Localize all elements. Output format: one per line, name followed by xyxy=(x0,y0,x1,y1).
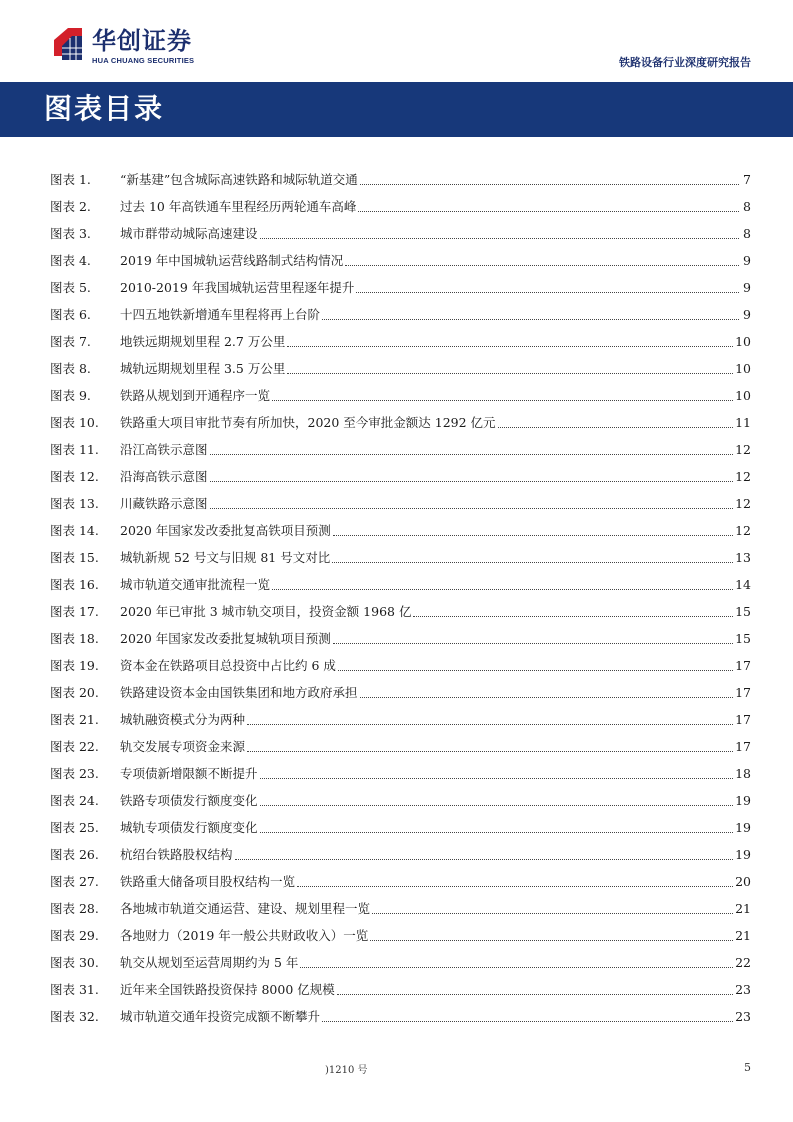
toc-entry[interactable] xyxy=(50,868,751,895)
toc-entry-page: 17 xyxy=(735,739,751,754)
toc-entry[interactable] xyxy=(50,220,751,247)
toc-entry[interactable] xyxy=(50,490,751,517)
toc-entry-page: 20 xyxy=(735,874,751,889)
toc-entry-page: 9 xyxy=(743,307,751,322)
toc-dot-leader xyxy=(260,832,734,833)
table-of-figures xyxy=(50,166,751,1030)
toc-entry-title: 杭绍台铁路股权结构 xyxy=(120,847,233,862)
toc-dot-leader xyxy=(345,265,739,266)
toc-entry[interactable] xyxy=(50,652,751,679)
logo-chinese-name: 华创证券 xyxy=(92,27,192,55)
toc-entry-page: 8 xyxy=(743,226,751,241)
toc-entry-number: 图表 31. xyxy=(50,982,99,997)
toc-entry-page: 10 xyxy=(735,334,751,349)
toc-entry-title: “新基建”包含城际高速铁路和城际轨道交通 xyxy=(120,172,358,187)
toc-entry-page: 12 xyxy=(735,523,751,538)
toc-entry-number: 图表 2. xyxy=(50,199,91,214)
toc-entry-number: 图表 30. xyxy=(50,955,99,970)
toc-dot-leader xyxy=(413,616,733,617)
toc-entry-page: 21 xyxy=(735,901,751,916)
toc-entry[interactable] xyxy=(50,274,751,301)
toc-entry-page: 10 xyxy=(735,361,751,376)
toc-entry-page: 17 xyxy=(735,685,751,700)
toc-entry[interactable] xyxy=(50,733,751,760)
toc-entry-title: 城市轨道交通年投资完成额不断攀升 xyxy=(120,1009,321,1024)
toc-entry-title: 铁路重大项目审批节奏有所加快，2020 至今审批金额达 1292 亿元 xyxy=(120,415,496,430)
toc-entry-title: 城轨专项债发行额度变化 xyxy=(120,820,258,835)
toc-entry-page: 13 xyxy=(735,550,751,565)
toc-entry[interactable] xyxy=(50,382,751,409)
toc-dot-leader xyxy=(338,670,733,671)
toc-entry[interactable] xyxy=(50,787,751,814)
toc-entry-title: 城轨融资模式分为两种 xyxy=(120,712,246,727)
toc-entry-title: 十四五地铁新增通车里程将再上台阶 xyxy=(120,307,321,322)
toc-entry-page: 18 xyxy=(735,766,751,781)
toc-entry-page: 17 xyxy=(735,658,751,673)
toc-entry[interactable] xyxy=(50,328,751,355)
toc-entry-title: 资本金在铁路项目总投资中占比约 6 成 xyxy=(120,658,336,673)
toc-entry-page: 23 xyxy=(735,1009,751,1024)
toc-entry-page: 19 xyxy=(735,793,751,808)
toc-entry-page: 12 xyxy=(735,469,751,484)
toc-entry-page: 12 xyxy=(735,442,751,457)
toc-entry-title: 铁路建设资本金由国铁集团和地方政府承担 xyxy=(120,685,358,700)
toc-entry-title: 铁路从规划到开通程序一览 xyxy=(120,388,271,403)
toc-entry-number: 图表 4. xyxy=(50,253,91,268)
toc-entry-number: 图表 8. xyxy=(50,361,91,376)
toc-entry-number: 图表 22. xyxy=(50,739,99,754)
toc-entry-page: 10 xyxy=(735,388,751,403)
toc-entry-number: 图表 27. xyxy=(50,874,99,889)
toc-entry[interactable] xyxy=(50,814,751,841)
toc-entry-title: 各地城市轨道交通运营、建设、规划里程一览 xyxy=(120,901,371,916)
logo-mark-icon xyxy=(50,26,86,62)
toc-entry-title: 地铁远期规划里程 2.7 万公里 xyxy=(120,334,286,349)
toc-entry[interactable] xyxy=(50,922,751,949)
toc-dot-leader xyxy=(360,184,739,185)
toc-dot-leader xyxy=(300,967,733,968)
toc-entry-title: 2020 年已审批 3 城市轨交项目，投资金额 1968 亿 xyxy=(120,604,412,619)
toc-dot-leader xyxy=(247,724,733,725)
toc-entry[interactable] xyxy=(50,895,751,922)
toc-entry-page: 9 xyxy=(743,253,751,268)
toc-dot-leader xyxy=(235,859,734,860)
toc-entry-page: 21 xyxy=(735,928,751,943)
toc-dot-leader xyxy=(287,346,733,347)
toc-entry-page: 12 xyxy=(735,496,751,511)
toc-entry[interactable] xyxy=(50,544,751,571)
toc-entry[interactable] xyxy=(50,301,751,328)
toc-entry-number: 图表 1. xyxy=(50,172,91,187)
section-title: 图表目录 xyxy=(44,92,165,125)
toc-entry[interactable] xyxy=(50,463,751,490)
toc-entry[interactable] xyxy=(50,166,751,193)
toc-dot-leader xyxy=(260,778,734,779)
toc-entry[interactable] xyxy=(50,571,751,598)
toc-entry[interactable] xyxy=(50,679,751,706)
toc-entry-page: 7 xyxy=(743,172,751,187)
toc-entry-title: 川藏铁路示意图 xyxy=(120,496,208,511)
toc-dot-leader xyxy=(360,697,734,698)
toc-entry[interactable] xyxy=(50,355,751,382)
toc-entry[interactable] xyxy=(50,976,751,1003)
toc-dot-leader xyxy=(333,643,733,644)
toc-entry-title: 铁路专项债发行额度变化 xyxy=(120,793,258,808)
toc-entry[interactable] xyxy=(50,760,751,787)
toc-entry-number: 图表 16. xyxy=(50,577,99,592)
toc-entry-number: 图表 18. xyxy=(50,631,99,646)
toc-dot-leader xyxy=(332,562,733,563)
toc-entry-page: 8 xyxy=(743,199,751,214)
toc-entry-page: 9 xyxy=(743,280,751,295)
footer-note: )1210 号 xyxy=(325,1065,368,1076)
toc-entry-title: 2020 年国家发改委批复城轨项目预测 xyxy=(120,631,331,646)
toc-entry[interactable] xyxy=(50,193,751,220)
toc-entry-page: 22 xyxy=(735,955,751,970)
toc-entry-title: 城轨远期规划里程 3.5 万公里 xyxy=(120,361,286,376)
toc-dot-leader xyxy=(272,400,733,401)
toc-entry-number: 图表 19. xyxy=(50,658,99,673)
toc-dot-leader xyxy=(260,238,739,239)
toc-dot-leader xyxy=(322,1021,733,1022)
toc-entry[interactable] xyxy=(50,841,751,868)
toc-entry-title: 专项债新增限额不断提升 xyxy=(120,766,258,781)
toc-entry-number: 图表 5. xyxy=(50,280,91,295)
toc-entry-number: 图表 20. xyxy=(50,685,99,700)
toc-entry-number: 图表 6. xyxy=(50,307,91,322)
toc-entry-page: 15 xyxy=(735,604,751,619)
toc-entry[interactable] xyxy=(50,598,751,625)
toc-entry-page: 19 xyxy=(735,847,751,862)
toc-dot-leader xyxy=(210,508,734,509)
page-number: 5 xyxy=(744,1061,751,1074)
toc-entry-number: 图表 12. xyxy=(50,469,99,484)
toc-entry-number: 图表 11. xyxy=(50,442,99,457)
toc-dot-leader xyxy=(356,292,739,293)
toc-entry-page: 23 xyxy=(735,982,751,997)
toc-entry-page: 17 xyxy=(735,712,751,727)
toc-entry-number: 图表 25. xyxy=(50,820,99,835)
toc-dot-leader xyxy=(210,481,734,482)
toc-entry-number: 图表 7. xyxy=(50,334,91,349)
toc-dot-leader xyxy=(297,886,733,887)
toc-entry-title: 2010-2019 年我国城轨运营里程逐年提升 xyxy=(120,280,355,295)
toc-entry-title: 近年来全国铁路投资保持 8000 亿规模 xyxy=(120,982,335,997)
toc-entry-page: 14 xyxy=(735,577,751,592)
report-title: 铁路设备行业深度研究报告 xyxy=(619,56,751,69)
toc-entry[interactable] xyxy=(50,409,751,436)
toc-entry-number: 图表 29. xyxy=(50,928,99,943)
toc-entry-title: 过去 10 年高铁通车里程经历两轮通车高峰 xyxy=(120,199,357,214)
toc-entry-number: 图表 26. xyxy=(50,847,99,862)
toc-entry-number: 图表 13. xyxy=(50,496,99,511)
toc-dot-leader xyxy=(247,751,733,752)
toc-entry-number: 图表 15. xyxy=(50,550,99,565)
toc-entry[interactable] xyxy=(50,1003,751,1030)
toc-entry-page: 15 xyxy=(735,631,751,646)
toc-dot-leader xyxy=(498,427,734,428)
toc-entry-title: 2019 年中国城轨运营线路制式结构情况 xyxy=(120,253,344,268)
logo-english-name: HUA CHUANG SECURITIES xyxy=(92,56,195,65)
toc-dot-leader xyxy=(333,535,733,536)
toc-entry[interactable] xyxy=(50,949,751,976)
toc-entry-number: 图表 3. xyxy=(50,226,91,241)
toc-dot-leader xyxy=(287,373,733,374)
toc-entry-number: 图表 24. xyxy=(50,793,99,808)
toc-entry-title: 铁路重大储备项目股权结构一览 xyxy=(120,874,296,889)
toc-entry-number: 图表 9. xyxy=(50,388,91,403)
company-logo xyxy=(50,26,210,66)
toc-entry[interactable] xyxy=(50,517,751,544)
toc-entry-title: 城市群带动城际高速建设 xyxy=(120,226,258,241)
toc-entry-number: 图表 14. xyxy=(50,523,99,538)
toc-dot-leader xyxy=(372,913,733,914)
toc-entry-title: 沿海高铁示意图 xyxy=(120,469,208,484)
toc-entry-title: 沿江高铁示意图 xyxy=(120,442,208,457)
toc-entry-number: 图表 23. xyxy=(50,766,99,781)
toc-entry-title: 城市轨道交通审批流程一览 xyxy=(120,577,271,592)
toc-entry-title: 各地财力（2019 年一般公共财政收入）一览 xyxy=(120,928,369,943)
toc-entry-number: 图表 17. xyxy=(50,604,99,619)
toc-dot-leader xyxy=(370,940,733,941)
toc-entry-number: 图表 10. xyxy=(50,415,99,430)
toc-entry-number: 图表 28. xyxy=(50,901,99,916)
toc-entry-page: 11 xyxy=(735,415,751,430)
toc-entry[interactable] xyxy=(50,625,751,652)
toc-dot-leader xyxy=(358,211,739,212)
toc-dot-leader xyxy=(272,589,733,590)
toc-entry-title: 2020 年国家发改委批复高铁项目预测 xyxy=(120,523,331,538)
toc-entry-title: 轨交发展专项资金来源 xyxy=(120,739,246,754)
toc-entry[interactable] xyxy=(50,436,751,463)
toc-entry-title: 城轨新规 52 号文与旧规 81 号文对比 xyxy=(120,550,331,565)
toc-entry-number: 图表 32. xyxy=(50,1009,99,1024)
toc-entry[interactable] xyxy=(50,247,751,274)
toc-entry-title: 轨交从规划至运营周期约为 5 年 xyxy=(120,955,299,970)
section-header-band xyxy=(0,82,793,137)
toc-dot-leader xyxy=(322,319,739,320)
toc-entry[interactable] xyxy=(50,706,751,733)
toc-dot-leader xyxy=(210,454,734,455)
toc-dot-leader xyxy=(337,994,733,995)
toc-dot-leader xyxy=(260,805,734,806)
toc-entry-page: 19 xyxy=(735,820,751,835)
toc-entry-number: 图表 21. xyxy=(50,712,99,727)
